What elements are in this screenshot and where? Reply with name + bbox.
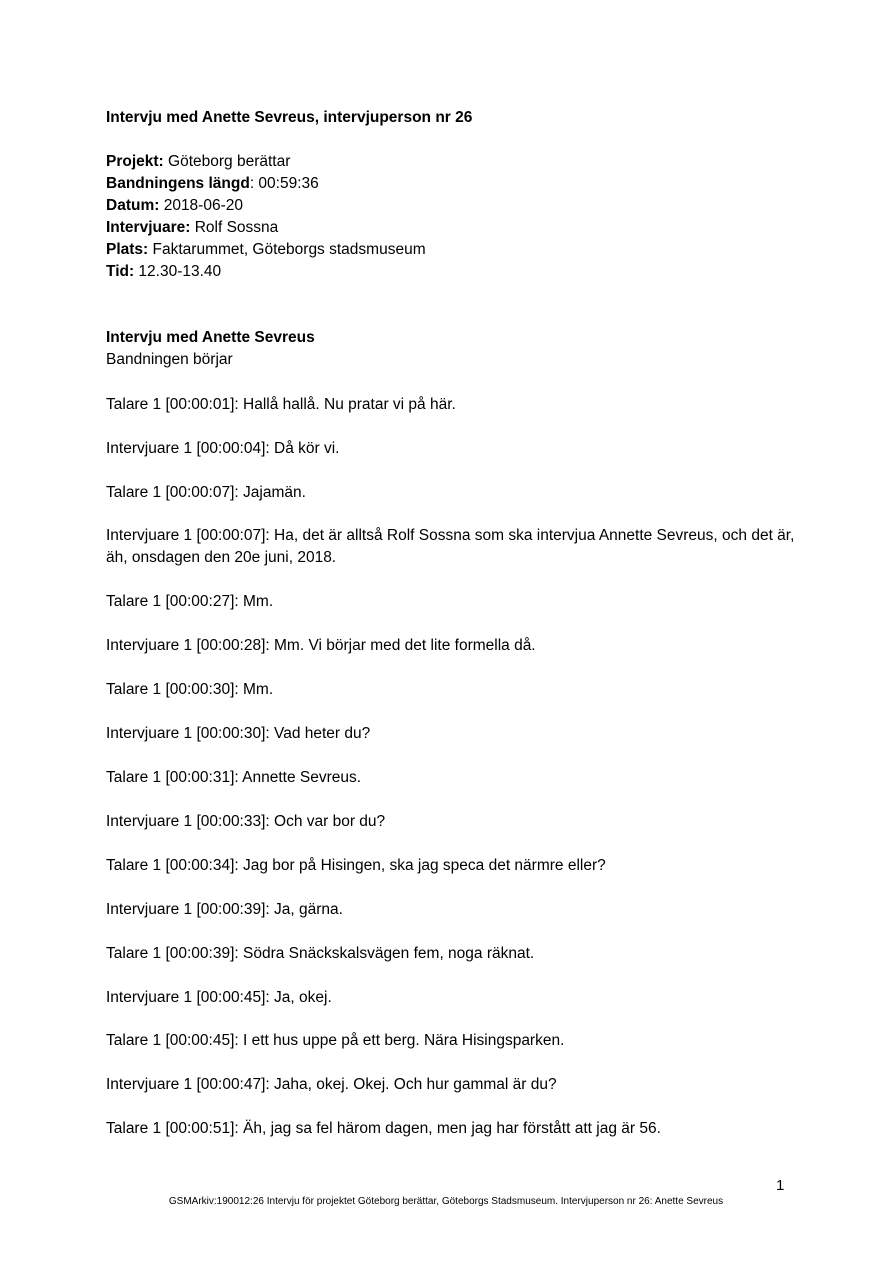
transcript-line: Intervjuare 1 [00:00:28]: Mm. Vi börjar med det lite formella då. (106, 637, 536, 654)
transcript-line: Talare 1 [00:00:39]: Södra Snäckskalsvägen fem, noga räknat. (106, 945, 535, 962)
transcript-line: Talare 1 [00:00:34]: Jag bor på Hisingen, ska jag speca det närmre eller? (106, 857, 606, 874)
page-footer: GSMArkiv:190012:26 Intervju för projektet Göteborg berättar, Göteborgs Stadsmuseum. Intervjuperson nr 26: Anette Sevreus (168, 1196, 724, 1207)
transcript-line: Talare 1 [00:00:30]: Mm. (106, 681, 274, 698)
meta-length-value: : 00:59:36 (249, 175, 319, 192)
meta-time-value: 12.30-13.40 (134, 263, 222, 280)
meta-interviewer (106, 217, 796, 239)
document-title: Intervju med Anette Sevreus, intervjuperson nr 26 (106, 109, 473, 126)
meta-place-label: Plats: (106, 241, 149, 258)
transcript-line: Intervjuare 1 [00:00:30]: Vad heter du? (106, 725, 371, 742)
meta-interviewer-value: Rolf Sossna (190, 219, 279, 236)
transcript-line: Intervjuare 1 [00:00:39]: Ja, gärna. (106, 901, 343, 918)
meta-project-label: Projekt: (106, 153, 164, 170)
meta-date (106, 195, 796, 217)
transcript-line: Intervjuare 1 [00:00:04]: Då kör vi. (106, 440, 340, 457)
meta-length-label: Bandningens längd (106, 175, 250, 192)
transcript-line: Talare 1 [00:00:45]: I ett hus uppe på ett berg. Nära Hisingsparken. (106, 1032, 565, 1049)
transcript-line: Talare 1 [00:00:07]: Jajamän. (106, 484, 306, 501)
transcript-line: Talare 1 [00:00:51]: Äh, jag sa fel härom dagen, men jag har förstått att jag är 56. (106, 1120, 661, 1137)
meta-place (106, 239, 796, 261)
meta-date-label: Datum: (106, 197, 160, 214)
meta-place-value: Faktarummet, Göteborgs stadsmuseum (148, 241, 426, 258)
transcript-line: Intervjuare 1 [00:00:47]: Jaha, okej. Okej. Och hur gammal är du? (106, 1076, 557, 1093)
meta-project-value: Göteborg berättar (163, 153, 291, 170)
meta-project (106, 151, 796, 173)
section-heading: Intervju med Anette Sevreus (106, 329, 315, 346)
transcript-line: Talare 1 [00:00:31]: Annette Sevreus. (106, 769, 362, 786)
transcript-line: Intervjuare 1 [00:00:33]: Och var bor du? (106, 813, 386, 830)
meta-interviewer-label: Intervjuare: (106, 219, 191, 236)
meta-length (106, 173, 796, 195)
transcript-line: Talare 1 [00:00:01]: Hallå hallå. Nu pratar vi på här. (106, 396, 456, 413)
section-intro: Bandningen börjar (106, 351, 233, 368)
meta-date-value: 2018-06-20 (159, 197, 243, 214)
transcript-line: Intervjuare 1 [00:00:45]: Ja, okej. (106, 989, 332, 1006)
page-number: 1 (776, 1177, 785, 1194)
transcript-line: Intervjuare 1 [00:00:07]: Ha, det är alltså Rolf Sossna som ska intervjua Annette Sevreus, och det är, äh, onsdagen den 20e juni, 2018. (106, 527, 795, 566)
transcript-line: Talare 1 [00:00:27]: Mm. (106, 593, 274, 610)
meta-time (106, 261, 796, 283)
meta-time-label: Tid: (106, 263, 135, 280)
